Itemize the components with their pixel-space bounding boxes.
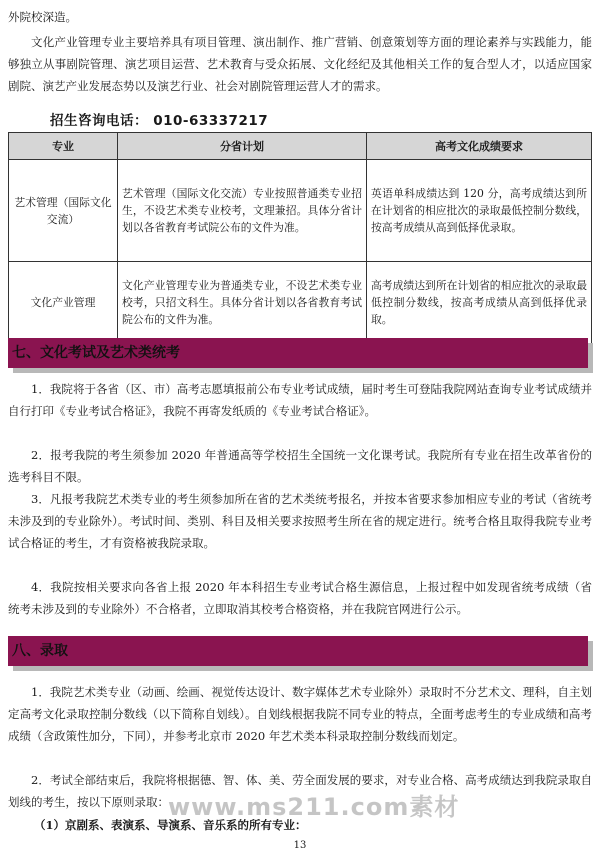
table-row: [9, 262, 592, 344]
table-cell-plan: 艺术管理（国际文化交流）专业按照普通类专业招生，不设艺术类专业校考，文理兼招。具体分省计划以各省教育考试院公布的文件为准。: [118, 160, 367, 262]
section8-item-1: 1．我院艺术类专业（动画、绘画、视觉传达设计、数字媒体艺术专业除外）录取时不分艺术文、理科，自主划定高考文化录取控制分数线（以下简称自划线）。自划线根据我院不同专业的特点，全面考虑考生的专业成绩和高考成绩（含政策性加分，下同），并参考北京市 2020 年艺术类本科录取控制分数线而划定。: [8, 685, 592, 743]
table-row: [9, 160, 592, 262]
table-cell-major: 文化产业管理: [9, 262, 118, 344]
section7-item-3: 3．凡报考我院艺术类专业的考生须参加所在省的艺术类统考报名，并按本省要求参加相应专业的考试（省统考未涉及到的专业除外）。考试时间、类别、科目及相关要求按照考生所在省的规定进行。统考合格且取得我院专业考试合格证的考生，才有资格被我院录取。: [8, 492, 592, 550]
section-heading-8: [8, 636, 588, 666]
section7-item-2: 2．报考我院的考生须参加 2020 年普通高等学校招生全国统一文化课考试。我院所有专业在招生改革省份的选考科目不限。: [8, 448, 592, 484]
section7-item-1: 1．我院将于各省（区、市）高考志愿填报前公布专业考试成绩，届时考生可登陆我院网站查询专业考试成绩并自行打印《专业考试合格证》，我院不再寄发纸质的《专业考试合格证》。: [8, 382, 592, 418]
table-cell-requirement: 英语单科成绩达到 120 分，高考成绩达到所在计划省的相应批次的录取最低控制分数线，按高考成绩从高到低择优录取。: [367, 160, 592, 262]
section8-sub-heading: （1）京剧系、表演系、导演系、音乐系的所有专业：: [34, 818, 307, 832]
intro-paragraph: 文化产业管理专业主要培养具有项目管理、演出制作、推广营销、创意策划等方面的理论素养与实践能力，能够独立从事剧院管理、演艺项目运营、艺术教育与受众拓展、文化经纪及其他相关工作的复合型人才，以适应国家剧院、演艺产业发展态势以及演艺行业、社会对剧院管理运营人才的需求。: [8, 35, 592, 93]
table-cell-requirement: 高考成绩达到所在计划省的相应批次的录取最低控制分数线，按高考成绩从高到低择优录取。: [367, 262, 592, 344]
table-header-major: 专业: [9, 133, 118, 160]
admission-phone: 招生咨询电话： 010-63337217: [50, 113, 269, 129]
table-cell-plan: 文化产业管理专业为普通类专业，不设艺术类专业校考，只招文科生。具体分省计划以各省教育考试院公布的文件为准。: [118, 262, 367, 344]
site-watermark: www.ms211.com素材: [168, 793, 460, 821]
intro-line: 外院校深造。: [8, 10, 77, 24]
table-header-plan: 分省计划: [118, 133, 367, 160]
table-header-row: [9, 133, 592, 160]
table-cell-major: 艺术管理（国际文化交流）: [9, 160, 118, 262]
section-heading-7-text: 七、文化考试及艺术类统考: [12, 345, 180, 361]
section8-item-2: 2．考试全部结束后，我院将根据德、智、体、美、劳全面发展的要求，对专业合格、高考成绩达到我院录取自划线的考生，按以下原则录取：: [8, 773, 592, 809]
section7-item-4: 4．我院按相关要求向各省上报 2020 年本科招生专业考试合格生源信息，上报过程中如发现省统考成绩（省统考未涉及到的专业除外）不合格者，立即取消其校考合格资格，并在我院官网进行公示。: [8, 580, 592, 616]
page-number: 13: [293, 840, 307, 851]
section-heading-7: [8, 338, 588, 368]
table-header-requirement: 高考文化成绩要求: [367, 133, 592, 160]
section-heading-8-text: 八、录取: [12, 643, 68, 659]
admission-plan-table: [8, 132, 592, 344]
